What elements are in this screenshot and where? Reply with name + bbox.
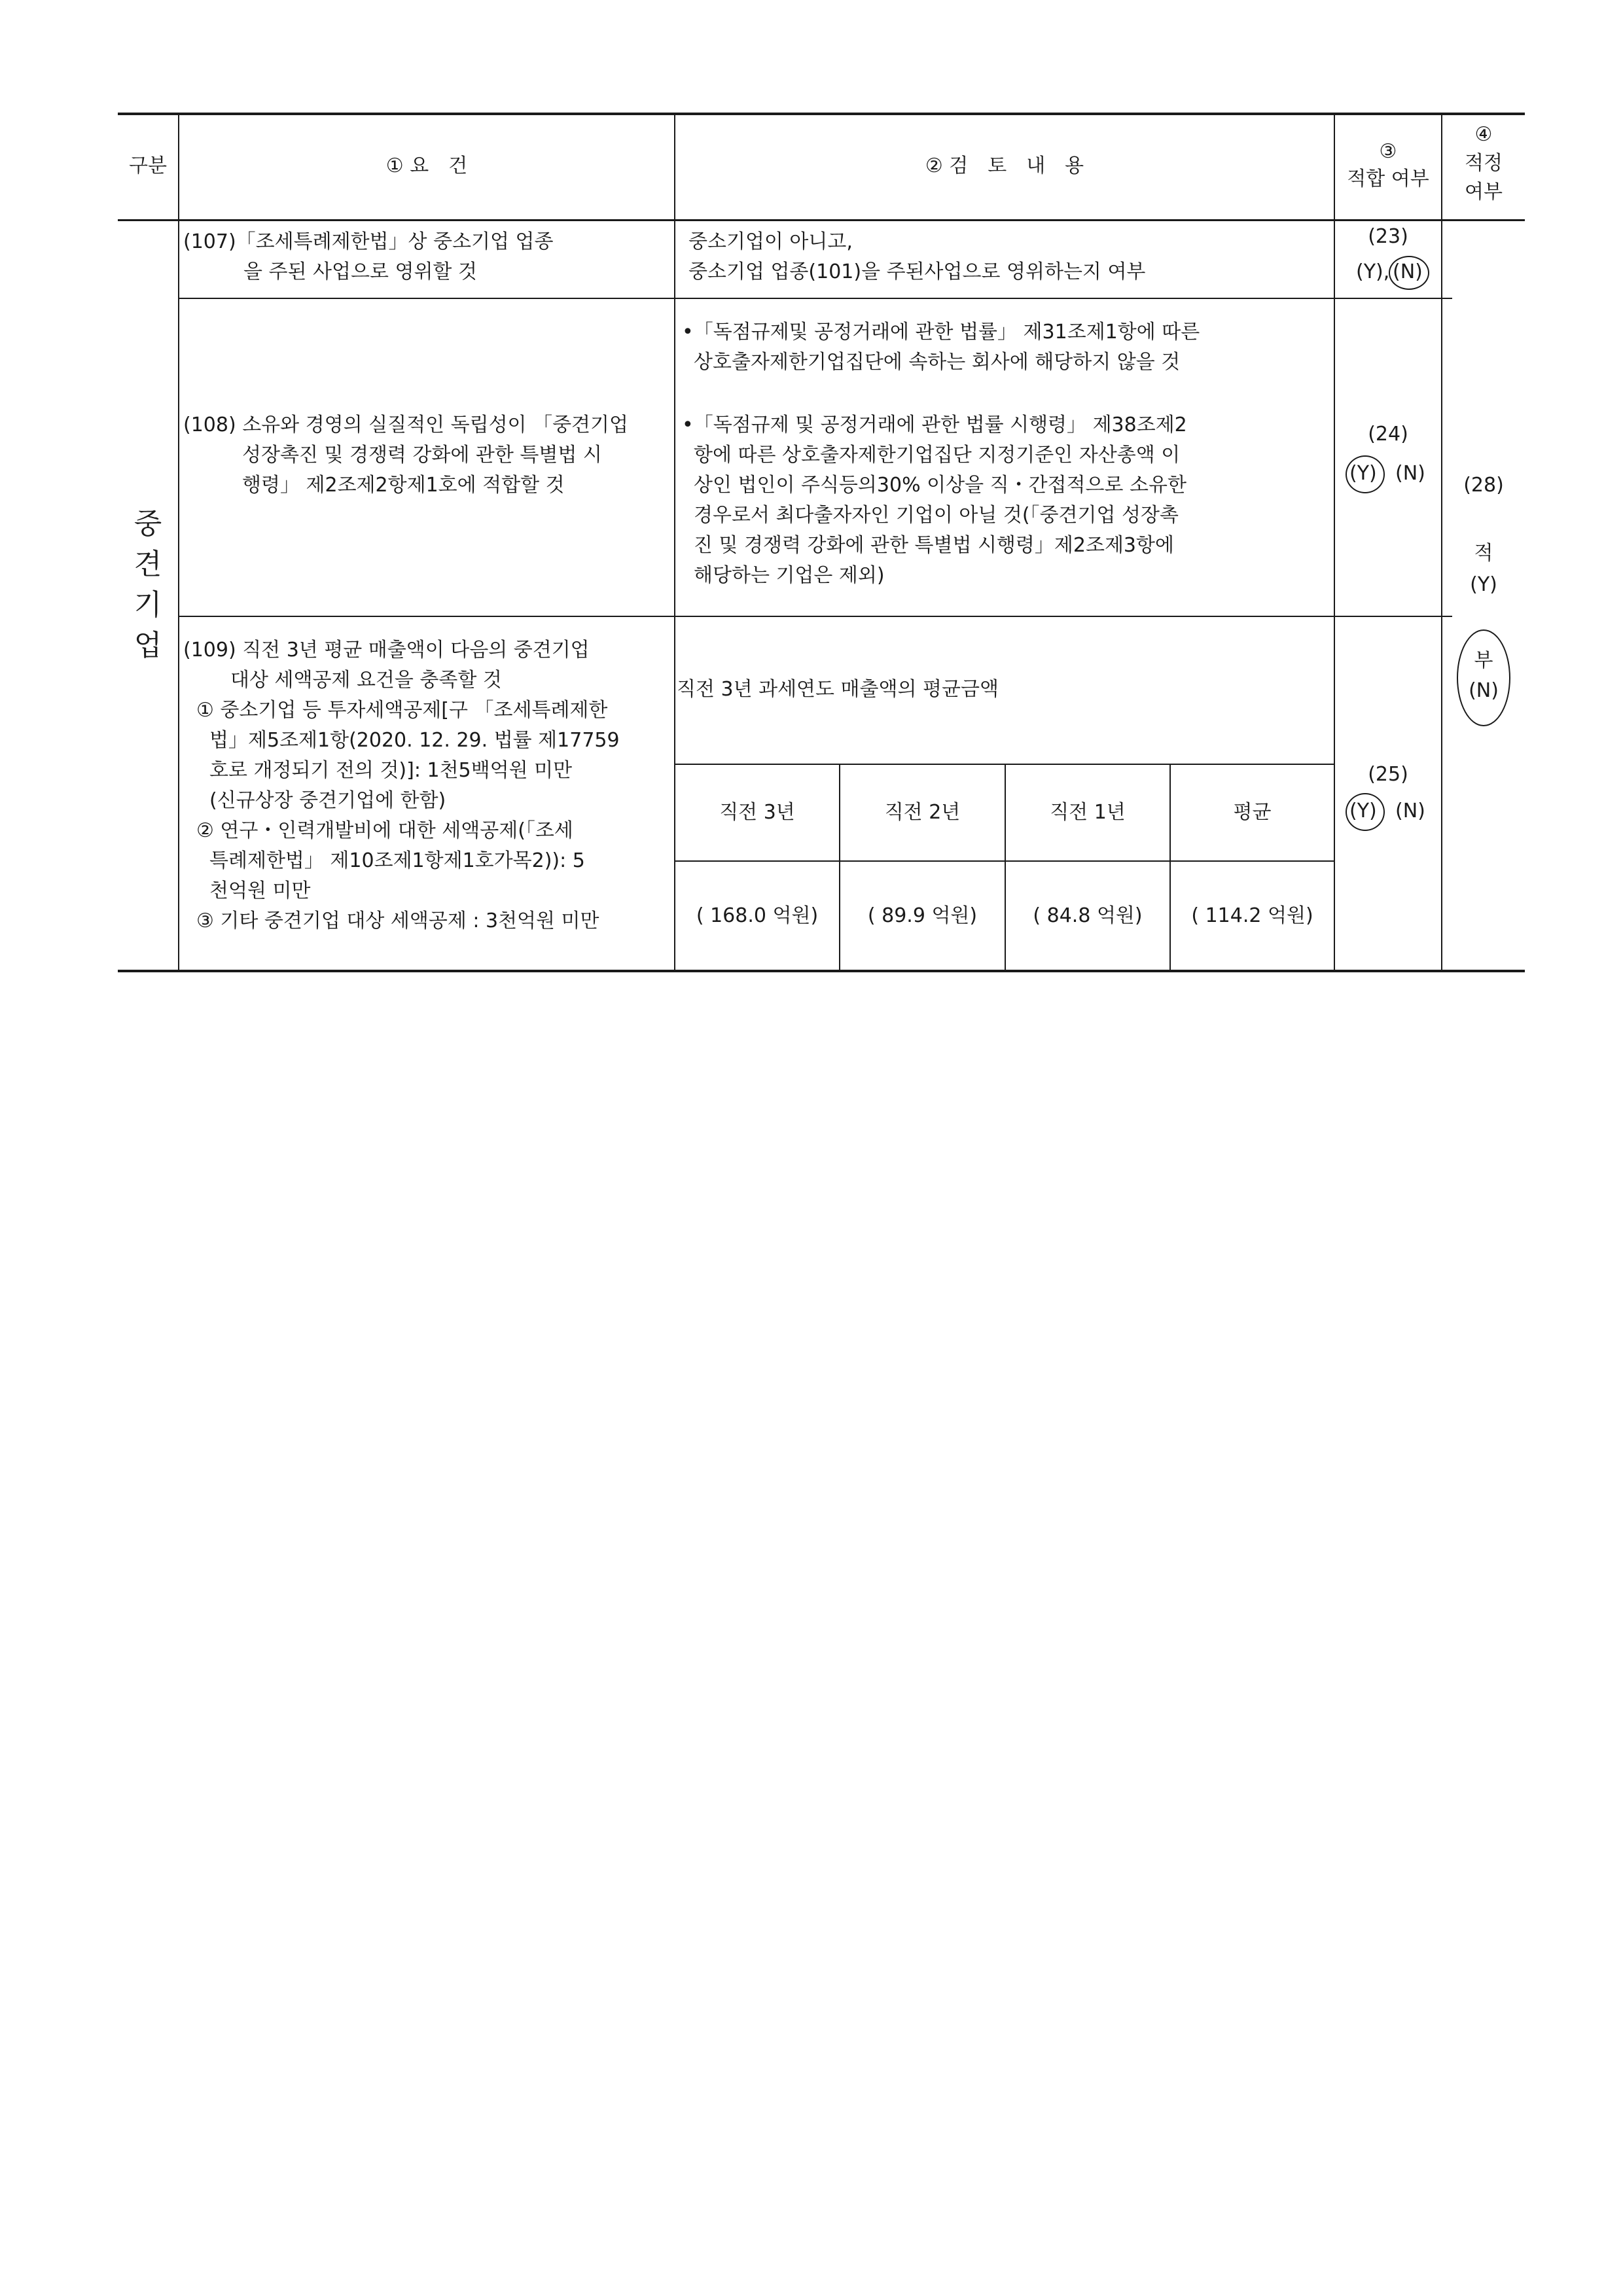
final-number: (28) — [1463, 474, 1504, 497]
final-fit-label: 적 — [1474, 542, 1493, 565]
row109-requirement-line-4: 법」제5조제1항(2020. 12. 29. 법률 제17759 — [209, 729, 620, 752]
table-bottom-rule — [118, 970, 1525, 972]
sales-divider-2 — [1005, 764, 1006, 971]
category-char-1: 중 — [134, 507, 162, 540]
row108-review-bullet2-line-5: 진 및 경쟁력 강화에 관한 특별법 시행령」제2조제3항에 — [694, 534, 1174, 557]
requirement-divider — [674, 113, 675, 972]
row109-fit-no: (N) — [1395, 800, 1425, 822]
row109-requirement-line-3: ① 중소기업 등 투자세액공제[구 「조세특례제한 — [196, 699, 608, 722]
sales-header-year1: 직전 1년 — [1050, 801, 1126, 824]
row108-requirement-line-2: 성장촉진 및 경쟁력 강화에 관한 특별법 시 — [242, 444, 602, 467]
final-unfit-label: 부 — [1474, 649, 1493, 672]
row109-requirement-line-1: (109) 직전 3년 평균 매출액이 다음의 중견기업 — [183, 639, 590, 662]
category-char-3: 기 — [134, 588, 162, 622]
row107-requirement-line-2: 을 주된 사업으로 영위할 것 — [243, 260, 477, 283]
sales-value-year1: ( 84.8 억원) — [1033, 904, 1143, 927]
row109-selected-mark — [1346, 793, 1385, 831]
row109-fit-yes: (Y) — [1349, 800, 1377, 822]
row109-requirement-line-6: (신규상장 중견기업에 한함) — [209, 789, 446, 812]
final-selected-mark — [1457, 629, 1510, 726]
row108-fit-no: (N) — [1395, 462, 1425, 485]
sales-header-average: 평균 — [1233, 801, 1272, 824]
sales-header-year2: 직전 2년 — [884, 801, 961, 824]
row107-fit-yes: (Y), — [1356, 260, 1390, 283]
row109-requirement-line-2: 대상 세액공제 요건을 충족할 것 — [230, 669, 502, 692]
review-table — [118, 113, 1525, 972]
row109-review-title: 직전 3년 과세연도 매출액의 평균금액 — [677, 678, 999, 701]
header-bottom-rule — [118, 219, 1525, 221]
sales-divider-1 — [839, 764, 840, 971]
row108-review-bullet2-line-6: 해당하는 기업은 제외) — [694, 564, 885, 587]
row108-bottom-rule — [178, 616, 1452, 617]
category-divider — [178, 113, 179, 972]
header-final-number: ④ — [1474, 123, 1493, 146]
final-unfit-code: (N) — [1469, 679, 1499, 702]
row109-requirement-line-9: 천억원 미만 — [209, 879, 311, 902]
row108-fit-number: (24) — [1368, 423, 1408, 446]
row109-requirement-line-7: ② 연구・인력개발비에 대한 세액공제(「조세 — [196, 819, 573, 842]
header-fit-label: 적합 여부 — [1347, 168, 1429, 190]
sales-divider-3 — [1169, 764, 1171, 971]
category-char-4: 업 — [134, 629, 162, 662]
row108-review-bullet1-line-1: •「독점규제및 공정거래에 관한 법률」 제31조제1항에 따른 — [682, 321, 1200, 344]
final-fit-code: (Y) — [1470, 573, 1497, 596]
row108-fit-yes: (Y) — [1349, 462, 1377, 485]
row109-requirement-line-10: ③ 기타 중견기업 대상 세액공제 : 3천억원 미만 — [196, 910, 599, 932]
header-category: 구분 — [129, 154, 167, 177]
header-final-label-2: 여부 — [1465, 181, 1503, 203]
row109-requirement-line-8: 특례제한법」 제10조제1항제1호가목2)): 5 — [209, 849, 585, 872]
row107-fit-no: (N) — [1393, 260, 1423, 283]
row107-selected-mark — [1389, 256, 1429, 290]
sales-value-year3: ( 168.0 억원) — [696, 904, 819, 927]
row108-review-bullet2-line-4: 경우로서 최다출자자인 기업이 아닐 것(「중견기업 성장촉 — [694, 504, 1179, 527]
header-requirement: ① 요 건 — [385, 154, 468, 177]
row108-review-bullet2-line-3: 상인 법인이 주식등의30% 이상을 직・간접적으로 소유한 — [694, 474, 1186, 497]
row108-requirement-line-1: (108) 소유와 경영의 실질적인 독립성이 「중견기업 — [183, 414, 628, 436]
row108-review-bullet2-line-2: 항에 따른 상호출자제한기업집단 지정기준인 자산총액 이 — [694, 444, 1181, 467]
sales-header-year3: 직전 3년 — [719, 801, 795, 824]
row107-review-line-1: 중소기업이 아니고, — [688, 230, 853, 253]
row108-requirement-line-3: 행령」 제2조제2항제1호에 적합할 것 — [242, 474, 565, 497]
header-fit-number: ③ — [1379, 140, 1397, 163]
category-char-2: 견 — [134, 548, 162, 581]
row108-review-bullet1-line-2: 상호출자제한기업집단에 속하는 회사에 해당하지 않을 것 — [694, 351, 1181, 374]
table-top-rule — [118, 113, 1525, 115]
header-final-label-1: 적정 — [1465, 152, 1503, 175]
row107-fit-number: (23) — [1368, 225, 1408, 248]
row109-requirement-line-5: 호로 개정되기 전의 것)]: 1천5백억원 미만 — [209, 759, 573, 782]
row108-selected-mark — [1346, 455, 1385, 493]
row108-review-bullet2-line-1: •「독점규제 및 공정거래에 관한 법률 시행령」 제38조제2 — [682, 414, 1187, 436]
row109-fit-number: (25) — [1368, 763, 1408, 786]
sales-value-average: ( 114.2 억원) — [1191, 904, 1313, 927]
header-review: ② 검 토 내 용 — [925, 154, 1084, 177]
row107-bottom-rule — [178, 298, 1452, 299]
row107-review-line-2: 중소기업 업종(101)을 주된사업으로 영위하는지 여부 — [688, 260, 1146, 283]
sales-value-year2: ( 89.9 억원) — [867, 904, 978, 927]
row107-requirement-line-1: (107)「조세특례제한법」상 중소기업 업종 — [183, 230, 554, 253]
